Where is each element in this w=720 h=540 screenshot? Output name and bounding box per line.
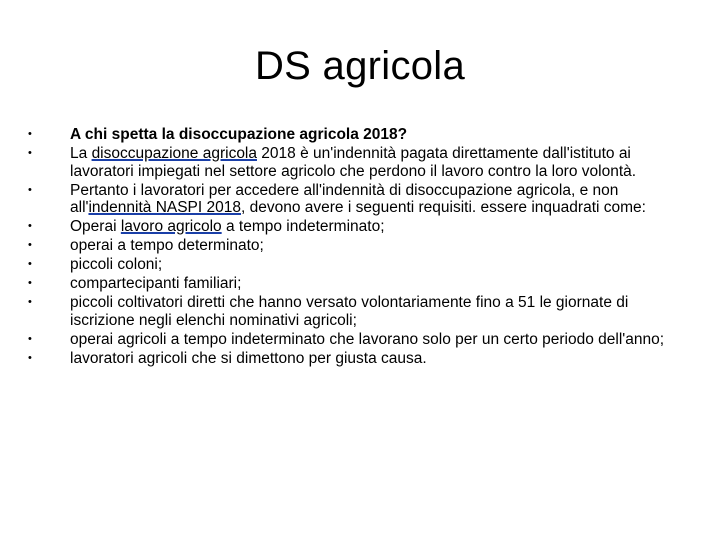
bullet-text-pre: La [70,145,92,162]
bullet-text: A chi spetta la disoccupazione agricola 2018? [70,126,408,143]
bullet-dot: • [28,239,32,251]
link-disoccupazione-agricola[interactable]: disoccupazione agricola [91,145,257,162]
list-item [28,237,688,255]
bullet-text: operai a tempo determinato; [70,237,264,254]
bullet-dot: • [28,220,32,232]
bullet-dot: • [28,183,32,196]
list-item [28,256,688,274]
bullet-text-pre: Operai [70,218,121,235]
list-item [28,145,688,180]
list-item [28,331,688,349]
list-item [28,126,688,144]
bullet-text-post: 2018 è un'indennità pagata direttamente dall'istituto ai lavoratori impiegati nel settore agricolo che perdono il lavoro contro la loro volontà. [70,145,637,180]
list-item [28,182,688,217]
bullet-text-post: a tempo indeterminato; [221,218,385,235]
bullet-dot: • [28,277,32,289]
bullet-text-pre: Pertanto i lavoratori per accedere all'indennità di disoccupazione agricola, e non all' [70,181,619,216]
slide-title: DS agricola [254,44,466,88]
bullet-text: piccoli coltivatori diretti che hanno versato volontariamente fino a 51 le giornate di iscrizione negli elenchi nominativi agricoli; [70,294,629,329]
link-indennita-naspi[interactable]: indennità NASPI 2018 [88,199,241,216]
bullet-dot: • [28,258,32,270]
bullet-text: compartecipanti familiari; [70,275,242,292]
bullet-list [28,126,688,369]
list-item [28,218,688,236]
bullet-text-post: , devono avere i seguenti requisiti. essere inquadrati come: [241,199,646,216]
bullet-dot: • [28,332,32,345]
bullet-dot: • [28,296,32,308]
bullet-text: operai agricoli a tempo indeterminato che lavorano solo per un certo periodo dell'anno; [70,330,665,348]
list-item [28,275,688,293]
link-lavoro-agricolo[interactable]: lavoro agricolo [120,218,222,235]
bullet-text: lavoratori agricoli che si dimettono per giusta causa. [70,349,427,367]
list-item [28,294,688,329]
list-item [28,350,688,368]
bullet-dot: • [28,351,32,364]
bullet-dot: • [28,128,32,140]
bullet-dot: • [28,147,32,159]
bullet-text: piccoli coloni; [70,256,163,273]
